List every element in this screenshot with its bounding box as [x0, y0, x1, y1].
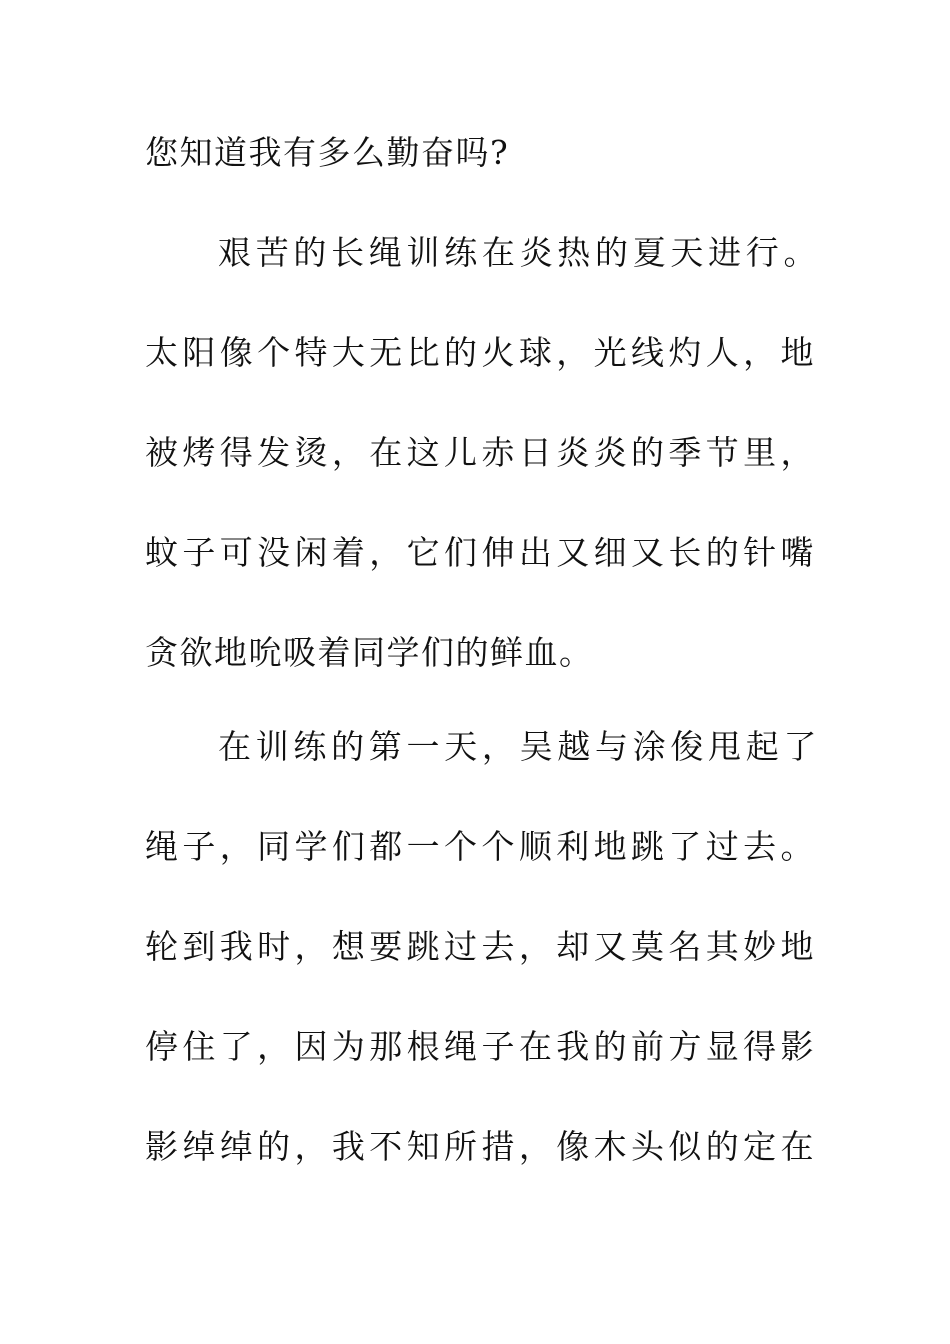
text-line-2: 艰苦的长绳训练在炎热的夏天进行。: [218, 233, 818, 272]
text-line-1: 您知道我有多么勤奋吗?: [145, 133, 510, 172]
text-line-10: 停住了，因为那根绳子在我的前方显得影: [145, 1027, 815, 1066]
text-line-7: 在训练的第一天，吴越与涂俊甩起了: [218, 727, 818, 766]
text-line-5: 蚊子可没闲着，它们伸出又细又长的针嘴: [145, 533, 815, 572]
text-line-9: 轮到我时，想要跳过去，却又莫名其妙地: [145, 927, 815, 966]
text-line-3: 太阳像个特大无比的火球，光线灼人，地: [145, 333, 815, 372]
text-line-8: 绳子，同学们都一个个顺利地跳了过去。: [145, 827, 815, 866]
text-line-6: 贪欲地吮吸着同学们的鲜血。: [145, 633, 594, 672]
text-line-4: 被烤得发烫，在这儿赤日炎炎的季节里，: [145, 433, 815, 472]
text-line-11: 影绰绰的，我不知所措，像木头似的定在: [145, 1127, 815, 1166]
